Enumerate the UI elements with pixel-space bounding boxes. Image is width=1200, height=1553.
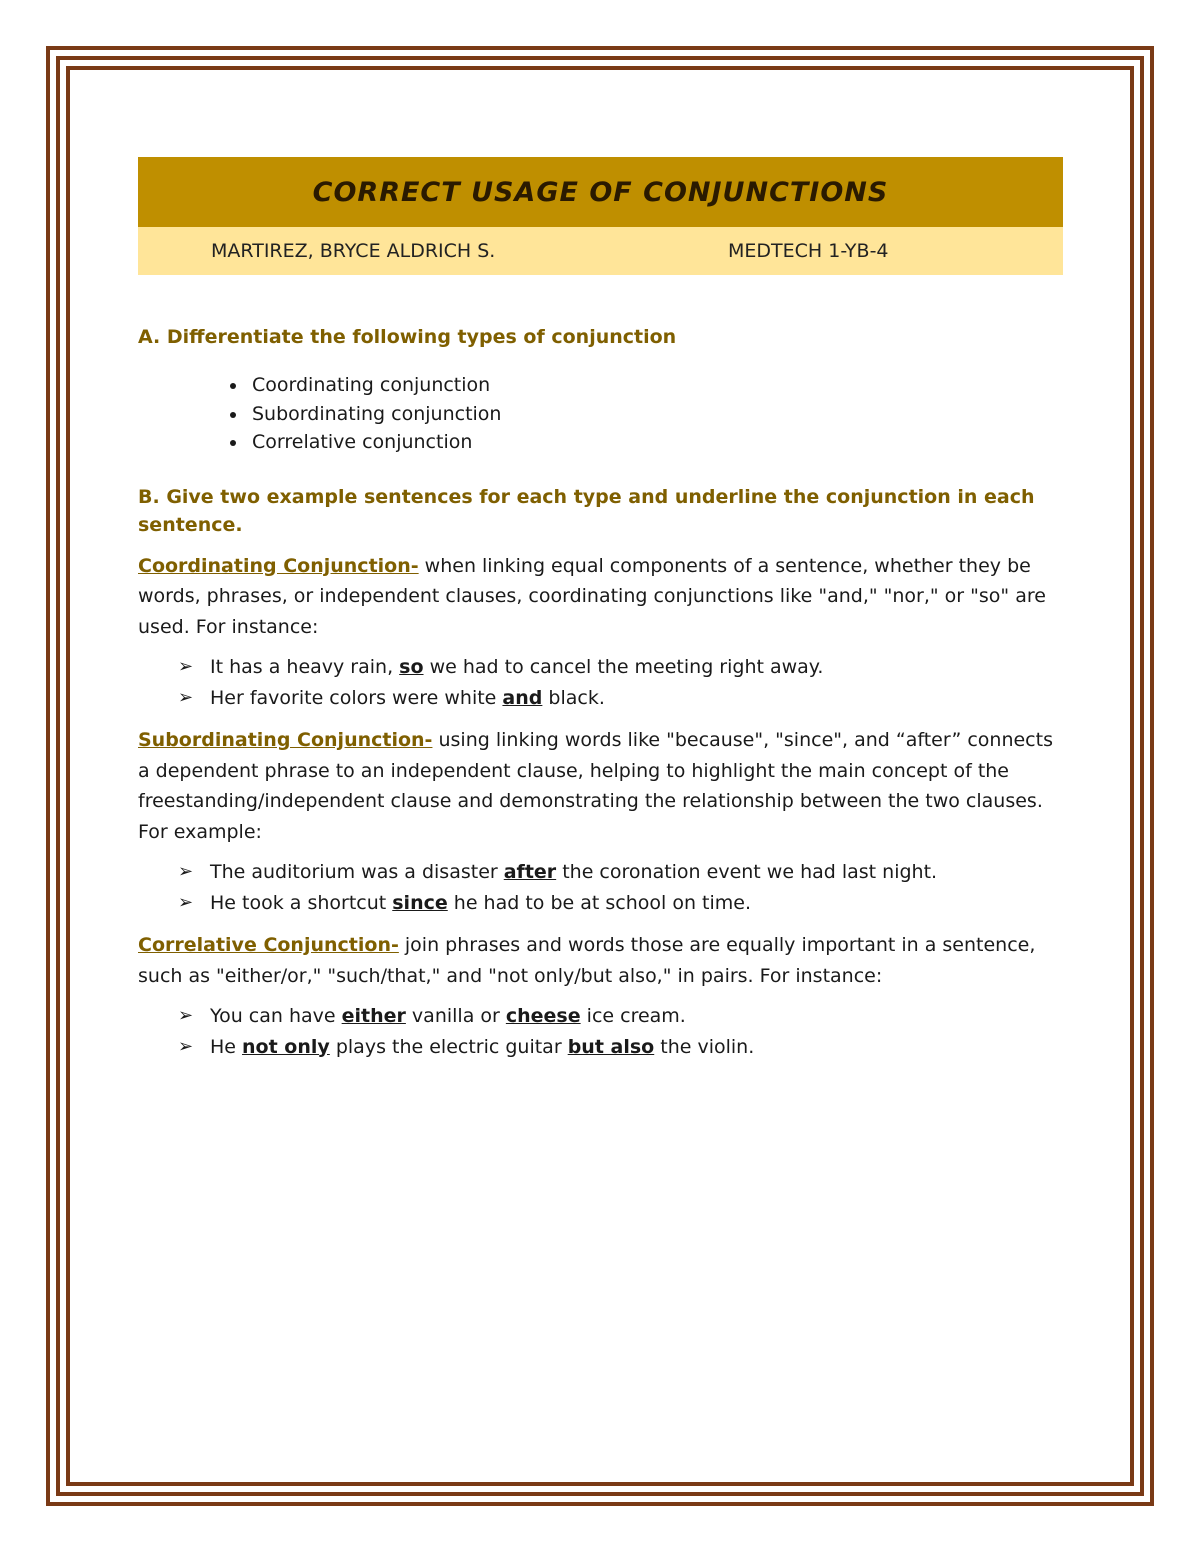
example-sentence: [178, 1032, 1063, 1063]
conjunction-word: since: [392, 891, 448, 914]
coordinating-paragraph: [138, 551, 1063, 643]
sentence-text: He: [210, 1035, 243, 1058]
coordinating-examples: [138, 652, 1063, 713]
conjunction-word: after: [503, 861, 557, 883]
part-b-heading: B. Give two example sentences for each type and underline the conjunction in each sentence.: [138, 485, 1035, 536]
document-body: [138, 157, 1063, 1062]
sentence-text: He took a shortcut: [210, 891, 393, 914]
conjunction-word: but also: [567, 1035, 655, 1058]
subordinating-examples: [138, 857, 1063, 918]
arrow-bullet-icon: ➢: [178, 891, 194, 913]
sentence-text: the violin.: [654, 1035, 755, 1058]
correlative-examples: [138, 1001, 1063, 1062]
title-banner: [138, 157, 1063, 227]
conjunction-word: cheese: [505, 1005, 581, 1027]
document-title: CORRECT USAGE OF CONJUNCTIONS: [312, 176, 889, 208]
conjunction-word: so: [399, 656, 424, 678]
student-name: MARTIREZ, BRYCE ALDRICH S.: [211, 240, 496, 262]
conjunction-word: either: [341, 1005, 406, 1027]
coordinating-term: Coordinating Conjunction-: [138, 554, 419, 577]
sentence-text: You can have: [210, 1005, 342, 1027]
sentence-text: The auditorium was a disaster: [210, 861, 504, 883]
conjunction-word: not only: [242, 1035, 330, 1058]
sentence-text: the coronation event we had last night.: [556, 861, 938, 883]
example-sentence: [178, 888, 1063, 919]
sentence-text: ice cream.: [580, 1005, 686, 1027]
example-sentence: [178, 1001, 1063, 1032]
student-info-bar: [138, 227, 1063, 275]
arrow-bullet-icon: ➢: [178, 861, 194, 882]
example-sentence: [178, 683, 1063, 714]
conjunction-word: and: [502, 686, 543, 709]
example-sentence: [178, 857, 1063, 888]
sentence-text: It has a heavy rain,: [210, 656, 400, 678]
subordinating-term: Subordinating Conjunction-: [138, 729, 433, 751]
sentence-text: he had to be at school on time.: [447, 891, 752, 914]
sentence-text: we had to cancel the meeting right away.: [423, 656, 824, 678]
section-code: MEDTECH 1-YB-4: [728, 240, 889, 262]
list-item: • Coordinating conjunction: [248, 371, 1063, 400]
correlative-description: join phrases and words those are equally important in a sentence, such as "either/or," "such/that," and "not only/but also," in pairs. For instance:: [138, 934, 1036, 987]
example-sentence: [178, 652, 1063, 683]
part-a-heading: A. Differentiate the following types of conjunction: [138, 326, 677, 348]
sentence-text: plays the electric guitar: [329, 1035, 568, 1058]
list-item: • Subordinating conjunction: [248, 400, 1063, 429]
subordinating-description: using linking words like "because", "since", and “after” connects a dependent phrase to an independent clause, helping to highlight the main concept of the freestanding/independent clause and demonstrating the relationship between the two clauses. For example:: [138, 729, 1053, 843]
arrow-bullet-icon: ➢: [178, 686, 194, 708]
sentence-text: vanilla or: [405, 1005, 506, 1027]
arrow-bullet-icon: ➢: [178, 1005, 194, 1026]
conjunction-types-list: [138, 371, 1063, 457]
subordinating-paragraph: [138, 725, 1063, 847]
sentence-text: black.: [542, 686, 605, 709]
correlative-term: Correlative Conjunction-: [138, 934, 399, 956]
coordinating-description: when linking equal components of a sentence, whether they be words, phrases, or independent clauses, coordinating conjunctions like "and," "nor," or "so" are used. For instance:: [138, 554, 1046, 638]
correlative-paragraph: [138, 930, 1063, 991]
arrow-bullet-icon: ➢: [178, 1035, 194, 1057]
list-item: • Correlative conjunction: [248, 428, 1063, 457]
arrow-bullet-icon: ➢: [178, 656, 194, 677]
sentence-text: Her favorite colors were white: [210, 686, 503, 709]
